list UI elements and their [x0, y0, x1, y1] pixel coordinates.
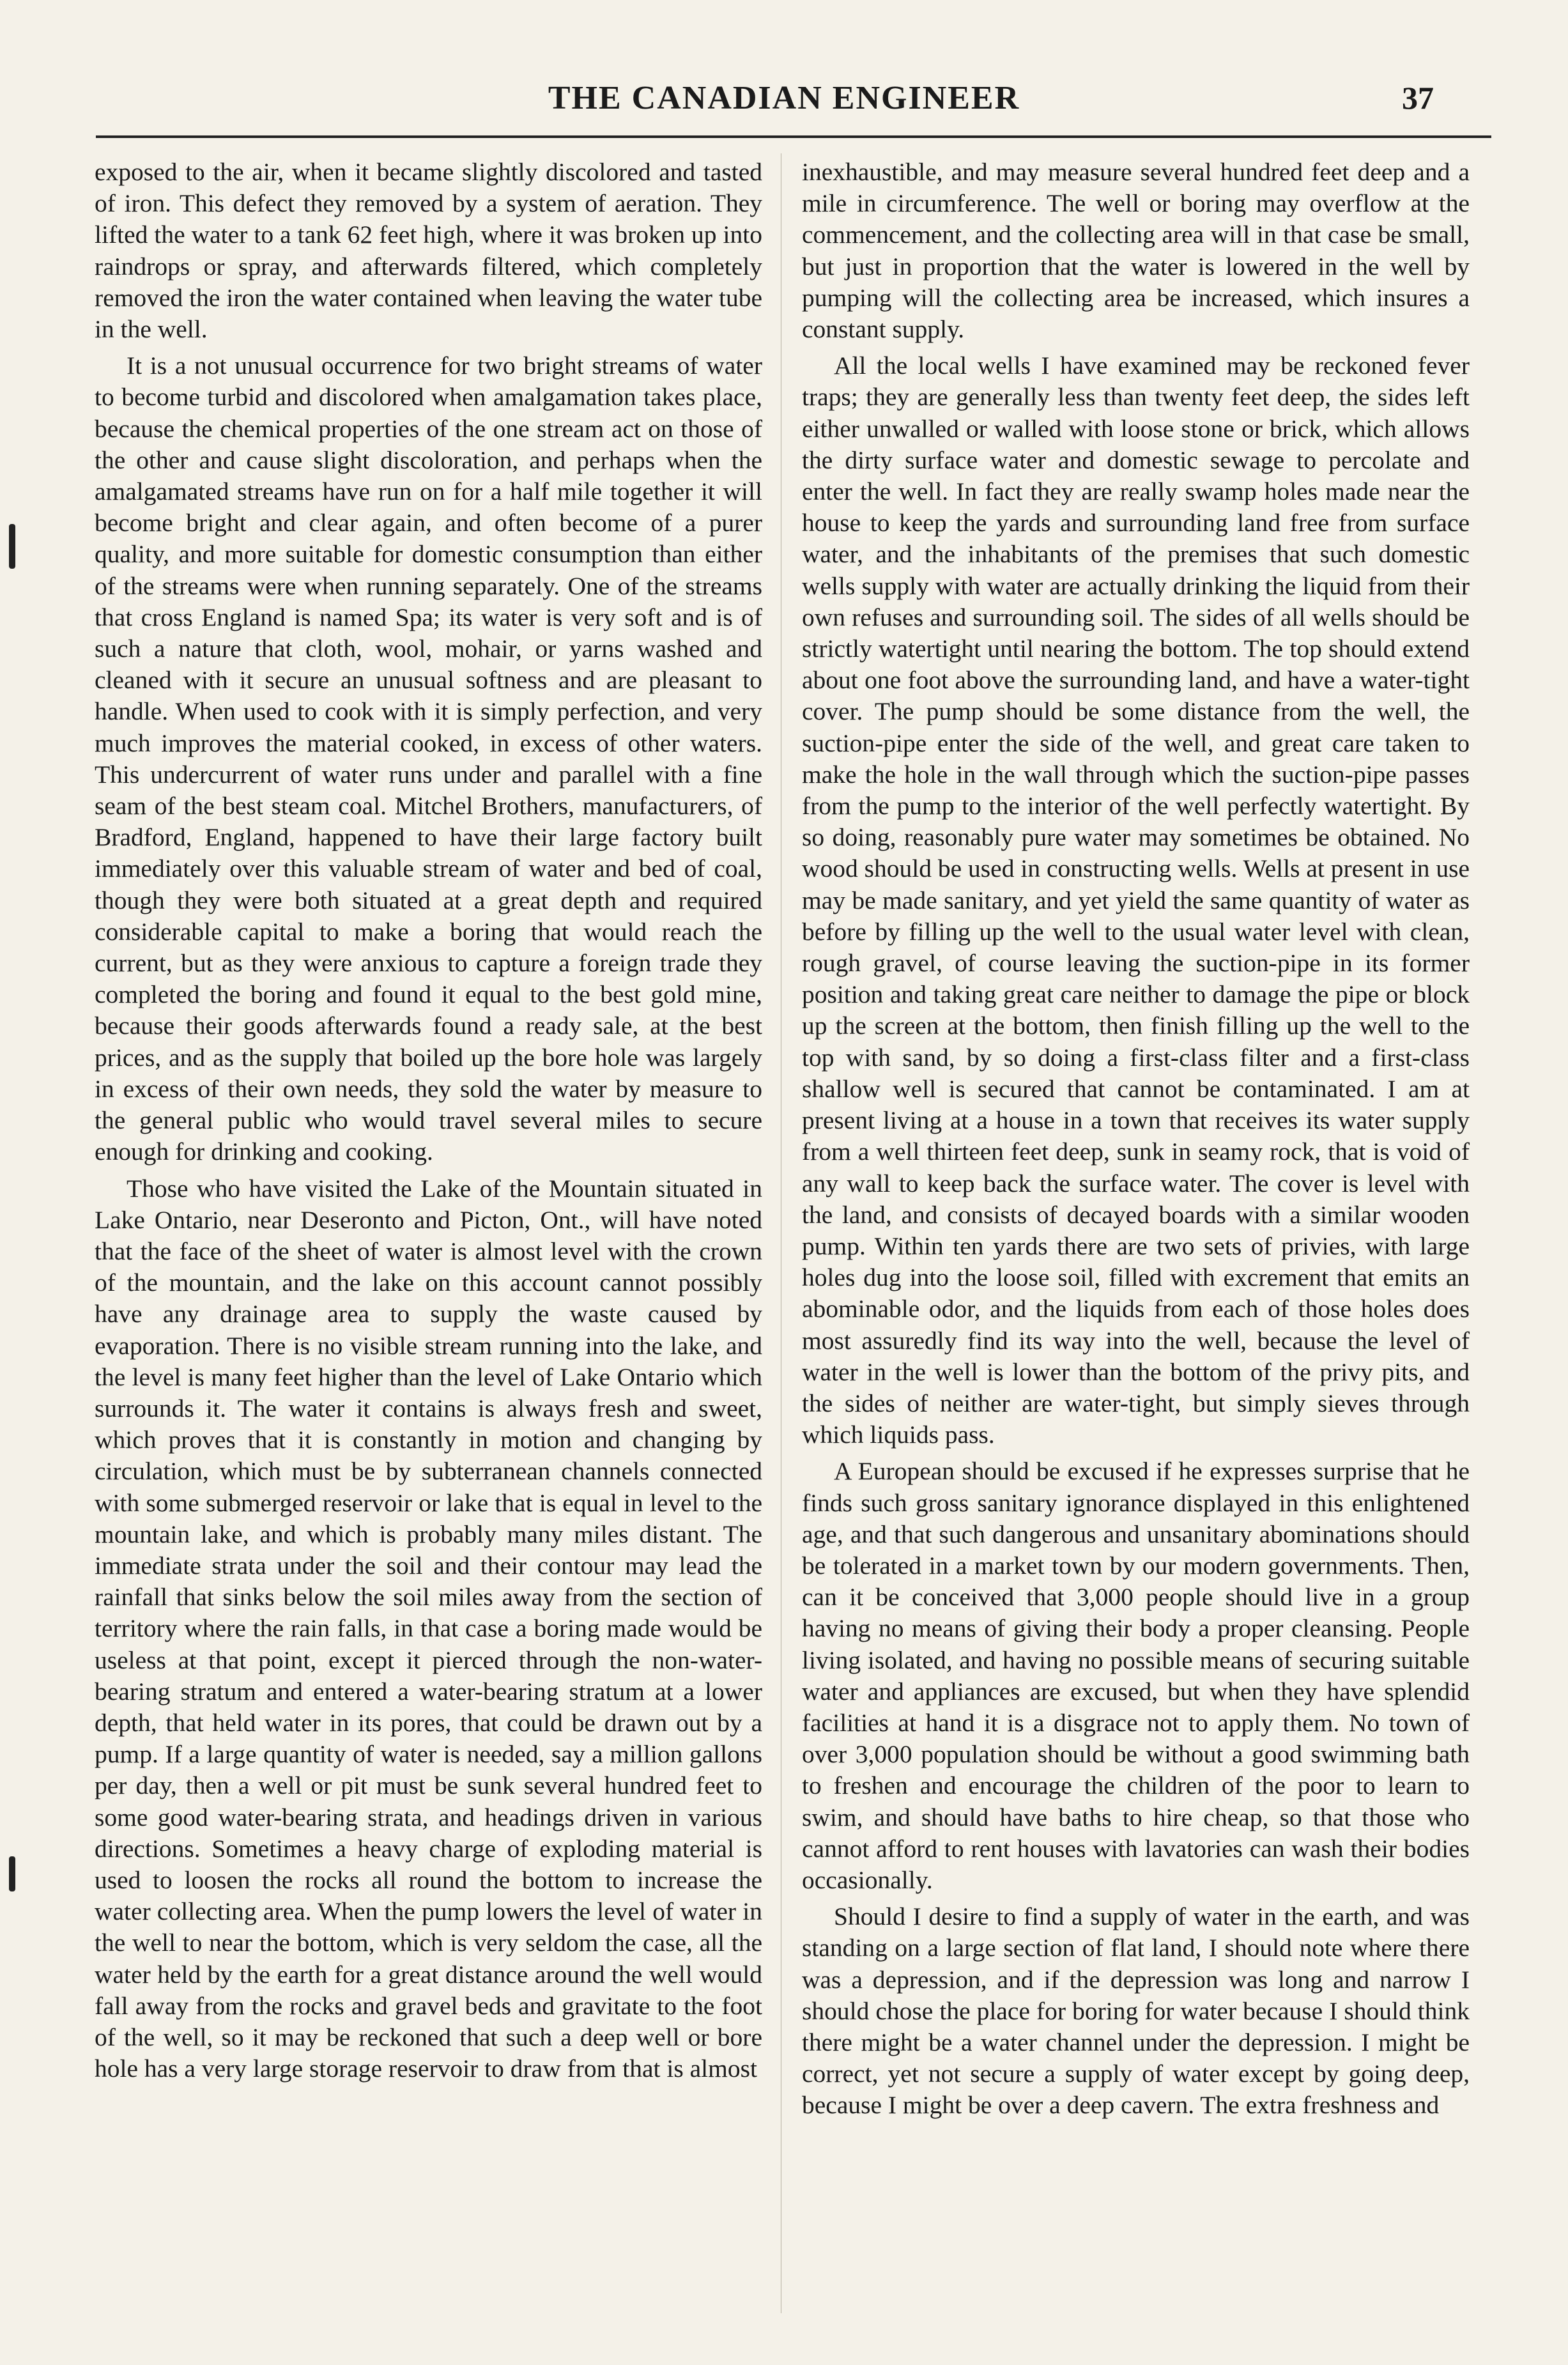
page-header: [96, 75, 1472, 134]
paragraph: inexhaustible, and may measure several hundred feet deep and a mile in circumference. The well or boring may overflow at the commencement, and the collecting area will in that case be small, but just in proportion that the water is lowered in the well by pumping will the collecting area be increased, which insures a constant supply.: [802, 158, 1470, 344]
header-rule: [96, 135, 1491, 138]
margin-mark: [9, 1856, 15, 1891]
paragraph: exposed to the air, when it became slightly discolored and tasted of iron. This defect they removed by a system of aeration. They lifted the water to a tank 62 feet high, where it was broken up into raindrops or spray, and afterwards filtered, which completely removed the iron the water contained when leaving the water tube in the well.: [95, 158, 762, 344]
right-column: [802, 157, 1470, 2122]
paragraph: All the local wells I have examined may be reckoned fever traps; they are generally less than twenty feet deep, the sides left either unwalled or walled with loose stone or brick, which allows the dirty surface water and domestic sewage to percolate and enter the well. In fact they are really swamp holes made near the house to keep the yards and surrounding land free from surface water, and the inhabitants of the premises that such domestic wells supply with water are actually drinking the liquid from their own refuses and surrounding soil. The sides of all wells should be strictly watertight until nearing the bottom. The top should extend about one foot above the surrounding land, and have a water-tight cover. The pump should be some distance from the well, the suction-pipe enter the side of the well, and great care taken to make the hole in the wall through which the suction-pipe passes from the pump to the interior of the well perfectly watertight. By so doing, reasonably pure water may sometimes be obtained. No wood should be used in constructing wells. Wells at present in use may be made sanitary, and yet yield the same quantity of water as before by filling up the well to the usual water level with clean, rough gravel, of course leaving the suction-pipe in its former position and taking great care neither to damage the pipe or block up the screen at the bottom, then finish filling up the well to the top with sand, by so doing a first-class filter and a first-class shallow well is secured that cannot be contaminated. I am at present living at a house in a town that receives its water supply from a well thirteen feet deep, sunk in seamy rock, that is void of any wall to keep back the surface water. The cover is level with the land, and consists of decayed boards with a similar wooden pump. Within ten yards there are two sets of privies, with large holes dug into the loose soil, filled with excrement that emits an abominable odor, and the liquids from each of those holes does most assuredly find its way into the well, because the level of water in the well is lower than the bottom of the privy pits, and the sides of neither are water-tight, but simply sieves through which liquids pass.: [802, 351, 1470, 1449]
margin-mark: [9, 524, 15, 569]
paragraph: Those who have visited the Lake of the Mountain situated in Lake Ontario, near Deseronto and Picton, Ont., will have noted that the face of the sheet of water is almost level with the crown of the mountain, and the lake on this account cannot possibly have any drainage area to supply the waste caused by evaporation. There is no visible stream running into the lake, and the level is many feet higher than the level of Lake Ontario which surrounds it. The water it contains is always fresh and sweet, which proves that it is constantly in motion and changing by circulation, which must be by subterranean channels connected with some submerged reservoir or lake that is equal in level to the mountain lake, and which is probably many miles distant. The immediate strata under the soil and their contour may lead the rainfall that sinks below the soil miles away from the section of territory where the rain falls, in that case a boring made would be useless at that point, except it pierced through the non-water-bearing stratum and entered a water-bearing stratum at a lower depth, that held water in its pores, that could be drawn out by a pump. If a large quantity of water is needed, say a million gallons per day, then a well or pit must be sunk several hundred feet to some good water-bearing strata, and headings driven in various directions. Sometimes a heavy charge of exploding material is used to loosen the rocks all round the bottom to increase the water collecting area. When the pump lowers the level of water in the well to near the bottom, which is very seldom the case, all the water held by the earth for a great distance around the well would fall away from the rocks and gravel beds and gravitate to the foot of the well, so it may be reckoned that such a deep well or bore hole has a very large storage reservoir to draw from that is almost: [95, 1174, 762, 2083]
paragraph: It is a not unusual occurrence for two bright streams of water to become turbid and discolored when amalgamation takes place, because the chemical properties of the one stream act on those of the other and cause slight discoloration, and perhaps when the amalgamated streams have run on for a half mile together it will become bright and clear again, and often become of a purer quality, and more suitable for domestic consumption than either of the streams were when running separately. One of the streams that cross England is named Spa; its water is very soft and is of such a nature that cloth, wool, mohair, or yarns washed and cleaned with it secure an unusual softness and are pleasant to handle. When used to cook with it is simply perfection, and very much improves the material cooked, in excess of other waters. This undercurrent of water runs under and parallel with a fine seam of the best steam coal. Mitchel Brothers, manufacturers, of Bradford, England, happened to have their large factory built immediately over this valuable stream of water and bed of coal, though they were both situated at a great depth and required considerable capital to make a boring that would reach the current, but as they were anxious to capture a foreign trade they completed the boring and found it equal to the best gold mine, because their goods afterwards found a ready sale, at the best prices, and as the supply that boiled up the bore hole was largely in excess of their own needs, they sold the water by measure to the general public who would travel several miles to secure enough for drinking and cooking.: [95, 351, 762, 1166]
page-number: 37: [1402, 80, 1434, 116]
journal-title: THE CANADIAN ENGINEER: [548, 80, 1020, 116]
paragraph: Should I desire to find a supply of water in the earth, and was standing on a large section of flat land, I should note where there was a depression, and if the depression was long and narrow I should chose the place for boring for water because I should think there might be a water channel under the depression. I might be correct, yet not secure a supply of water except by going deep, because I might be over a deep cavern. The extra freshness and: [802, 1902, 1470, 2120]
paragraph: A European should be excused if he expresses surprise that he finds such gross sanitary ignorance displayed in this enlightened age, and that such dangerous and unsanitary abominations should be tolerated in a market town by our modern governments. Then, can it be conceived that 3,000 people should live in a group having no means of giving their body a proper cleansing. People living isolated, and having no possible means of securing suitable water and appliances are excused, but when they have splendid facilities at hand it is a disgrace not to apply them. No town of over 3,000 population should be without a good swimming bath to freshen and encourage the children of the poor to learn to swim, and should have baths to hire cheap, so that those who cannot afford to rent houses with lavatories can wash their bodies occasionally.: [802, 1457, 1470, 1894]
left-column: [95, 157, 762, 2084]
